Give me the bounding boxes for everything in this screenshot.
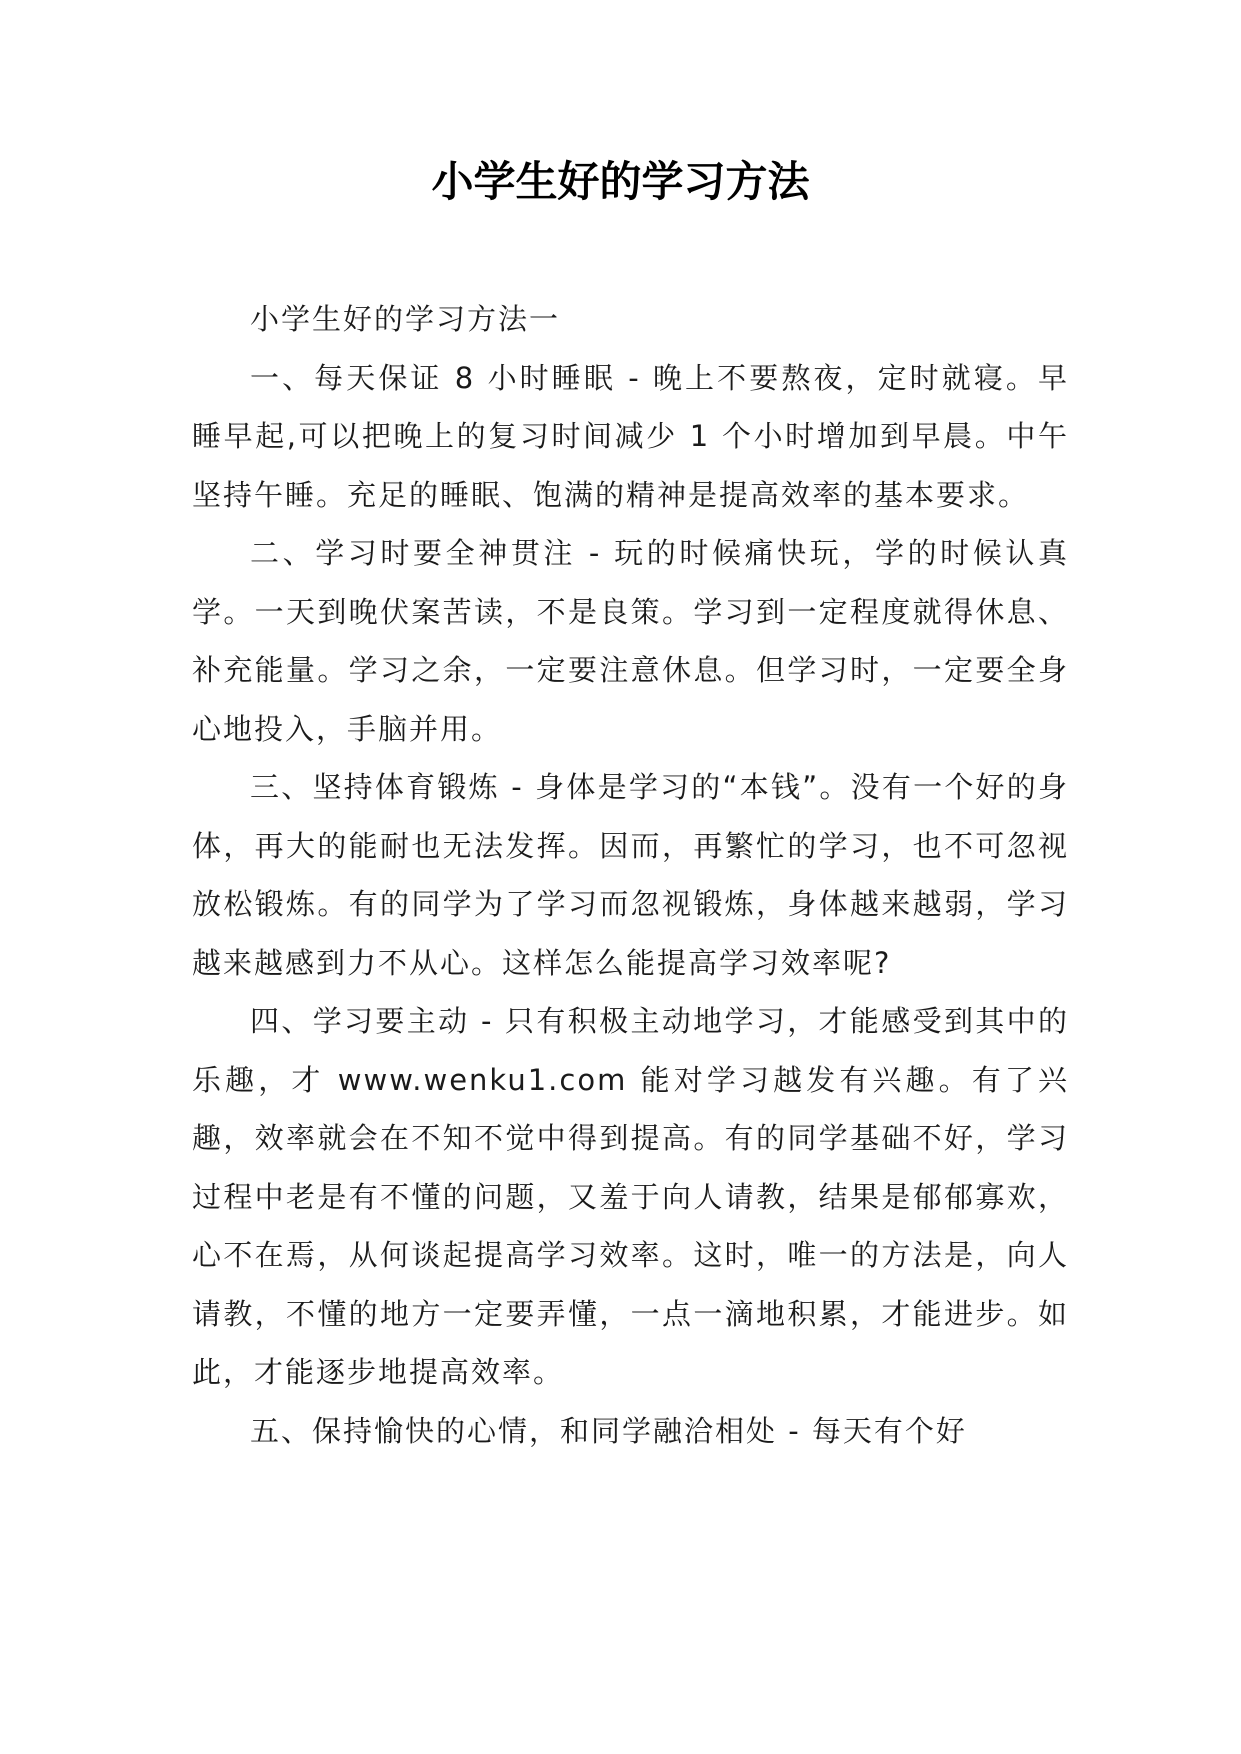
paragraph-2-focus: 二、学习时要全神贯注 - 玩的时候痛快玩，学的时候认真学。一天到晚伏案苦读，不是良策。学习到一定程度就得休息、补充能量。学习之余，一定要注意休息。但学习时，一定要全身心地投入，手脑并用。 bbox=[192, 536, 1069, 746]
paragraph-5-mood: 五、保持愉快的心情，和同学融洽相处 - 每天有个好 bbox=[250, 1413, 967, 1448]
document-body bbox=[192, 290, 1069, 1460]
paragraph-4-initiative: 四、学习要主动 - 只有积极主动地学习，才能感受到其中的乐趣，才 www.wenku1.com 能对学习越发有兴趣。有了兴趣，效率就会在不知不觉中得到提高。有的同学基础不好，学习过程中老是有不懂的问题，又羞于向人请教，结果是郁郁寡欢，心不在焉，从何谈起提高学习效率。这时，唯一的方法是，向人请教，不懂的地方一定要弄懂，一点一滴地积累，才能进步。如此，才能逐步地提高效率。 bbox=[192, 1004, 1069, 1389]
paragraph-3-exercise: 三、坚持体育锻炼 - 身体是学习的“本钱”。没有一个好的身体，再大的能耐也无法发挥。因而，再繁忙的学习，也不可忽视放松锻炼。有的同学为了学习而忽视锻炼，身体越来越弱，学习越来越感到力不从心。这样怎么能提高学习效率呢? bbox=[192, 770, 1069, 980]
document-title: 小学生好的学习方法 bbox=[431, 157, 810, 206]
paragraph-1-sleep: 一、每天保证 8 小时睡眠 - 晚上不要熬夜，定时就寝。早睡早起,可以把晚上的复习时间减少 1 个小时增加到早晨。中午坚持午睡。充足的睡眠、饱满的精神是提高效率的基本要求。 bbox=[192, 360, 1069, 512]
section-subtitle: 小学生好的学习方法一 bbox=[250, 302, 561, 336]
